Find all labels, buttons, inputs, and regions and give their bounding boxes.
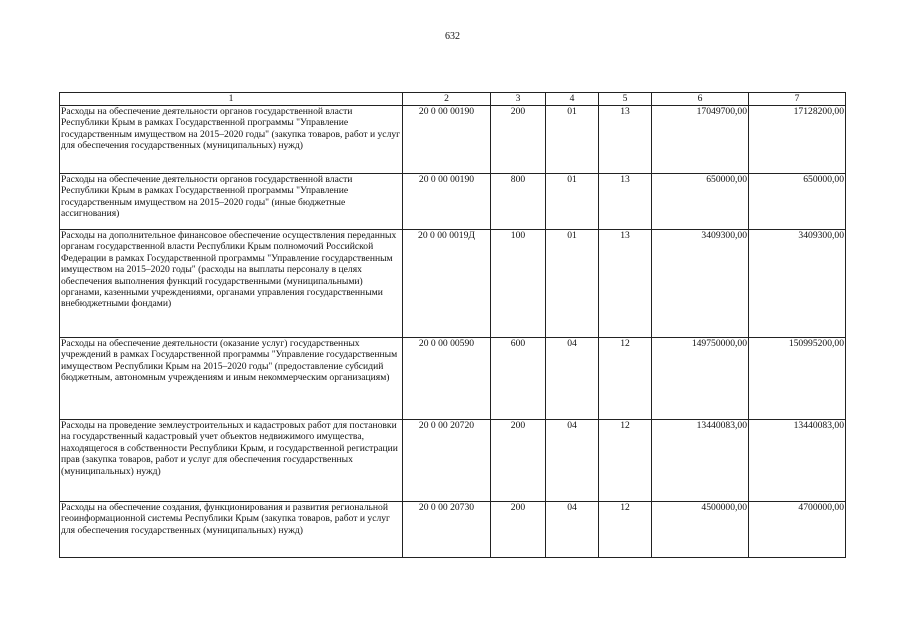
row-expense-type: 200: [491, 502, 546, 558]
table-row: [60, 502, 846, 558]
row-subsection: 12: [599, 502, 652, 558]
row-amount-col6: 13440083,00: [652, 420, 749, 502]
row-amount-col7: 4700000,00: [749, 502, 846, 558]
row-description: Расходы на обеспечение деятельности (оказание услуг) государственных учреждений в рамках Государственной программы "Управление государственным имуществом Республики Крым на 2015–2020 годы" (предоставление субсидий бюджетным, автономным учреждениям и иным некоммерческим организациям): [60, 338, 403, 420]
row-amount-col7: 650000,00: [749, 174, 846, 230]
row-section: 04: [546, 420, 599, 502]
row-description: Расходы на обеспечение создания, функционирования и развития региональной геоинформационной системы Республики Крым (закупка товаров, работ и услуг для обеспечения государственных (муниципальных) нужд): [60, 502, 403, 558]
table-row: [60, 106, 846, 174]
row-section: 01: [546, 230, 599, 338]
row-expense-type: 600: [491, 338, 546, 420]
row-section: 01: [546, 106, 599, 174]
row-subsection: 13: [599, 230, 652, 338]
row-target-code: 20 0 00 00190: [403, 106, 491, 174]
row-subsection: 13: [599, 106, 652, 174]
row-target-code: 20 0 00 20720: [403, 420, 491, 502]
row-target-code: 20 0 00 0019Д: [403, 230, 491, 338]
table-row: [60, 174, 846, 230]
row-subsection: 13: [599, 174, 652, 230]
header-col-5: 5: [599, 93, 652, 106]
row-target-code: 20 0 00 00590: [403, 338, 491, 420]
row-amount-col6: 650000,00: [652, 174, 749, 230]
header-col-1: 1: [60, 93, 403, 106]
row-section: 04: [546, 502, 599, 558]
row-amount-col6: 3409300,00: [652, 230, 749, 338]
table-row: [60, 338, 846, 420]
row-amount-col6: 4500000,00: [652, 502, 749, 558]
header-col-7: 7: [749, 93, 846, 106]
row-expense-type: 200: [491, 420, 546, 502]
budget-table: [59, 92, 846, 558]
row-expense-type: 100: [491, 230, 546, 338]
row-expense-type: 800: [491, 174, 546, 230]
row-subsection: 12: [599, 420, 652, 502]
row-amount-col6: 17049700,00: [652, 106, 749, 174]
row-description: Расходы на обеспечение деятельности органов государственной власти Республики Крым в рамках Государственной программы "Управление государственным имуществом на 2015–2020 годы" (закупка товаров, работ и услуг для обеспечения государственных (муниципальных) нужд): [60, 106, 403, 174]
table-row: [60, 230, 846, 338]
page-number: 632: [445, 31, 460, 42]
row-target-code: 20 0 00 00190: [403, 174, 491, 230]
row-target-code: 20 0 00 20730: [403, 502, 491, 558]
header-col-4: 4: [546, 93, 599, 106]
row-section: 01: [546, 174, 599, 230]
row-amount-col7: 13440083,00: [749, 420, 846, 502]
row-amount-col7: 150995200,00: [749, 338, 846, 420]
row-expense-type: 200: [491, 106, 546, 174]
row-amount-col7: 3409300,00: [749, 230, 846, 338]
table-row: [60, 420, 846, 502]
row-description: Расходы на проведение землеустроительных и кадастровых работ для постановки на государственный кадастровый учет объектов недвижимого имущества, находящегося в собственности Республики Крым, и государственной регистрации прав (закупка товаров, работ и услуг для обеспечения государственных (муниципальных) нужд): [60, 420, 403, 502]
header-col-2: 2: [403, 93, 491, 106]
row-amount-col6: 149750000,00: [652, 338, 749, 420]
row-description: Расходы на обеспечение деятельности органов государственной власти Республики Крым в рамках Государственной программы "Управление государственным имуществом на 2015–2020 годы" (иные бюджетные ассигнования): [60, 174, 403, 230]
header-row: [60, 93, 846, 106]
row-amount-col7: 17128200,00: [749, 106, 846, 174]
row-subsection: 12: [599, 338, 652, 420]
row-description: Расходы на дополнительное финансовое обеспечение осуществления переданных органам государственной власти Республики Крым полномочий Российской Федерации в рамках Государственной программы "Управление государственным имуществом на 2015–2020 годы" (расходы на выплаты персоналу в целях обеспечения выполнения функций государственными (муниципальными) органами, казенными учреждениями, органами управления государственными внебюджетными фондами): [60, 230, 403, 338]
row-section: 04: [546, 338, 599, 420]
header-col-6: 6: [652, 93, 749, 106]
header-col-3: 3: [491, 93, 546, 106]
